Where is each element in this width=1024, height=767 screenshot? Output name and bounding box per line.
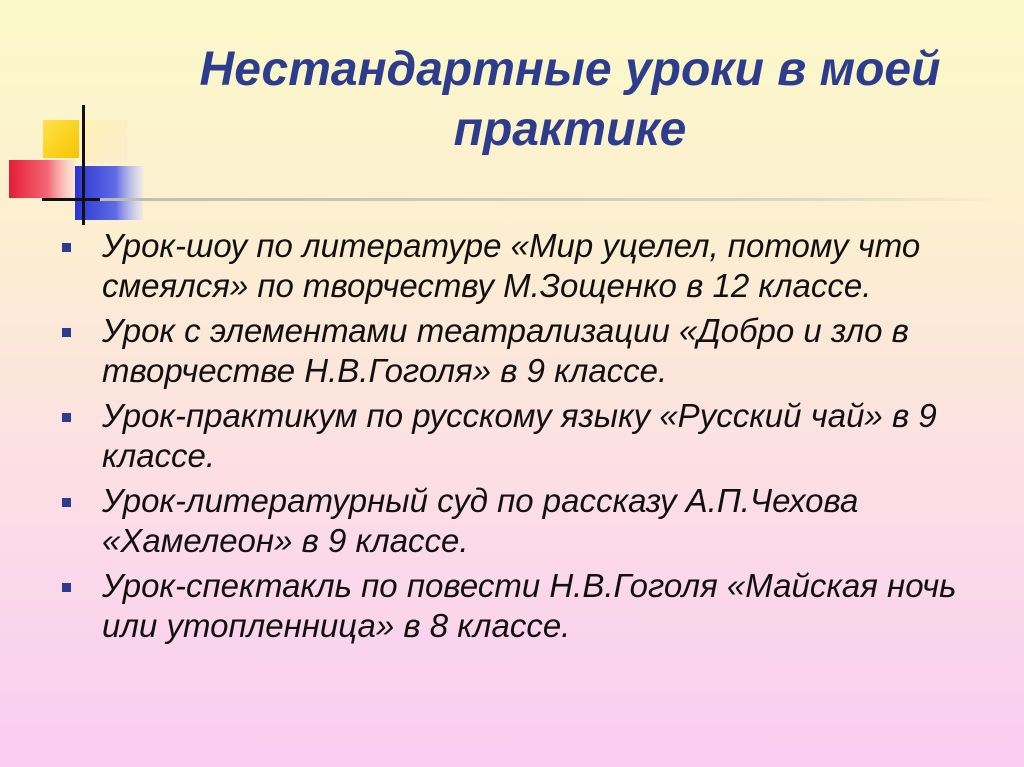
list-item-text: Урок с элементами театрализации «Добро и зло в творчестве Н.В.Гоголя» в 9 классе. [102, 312, 909, 389]
list-item [62, 396, 1012, 476]
square-bullet-icon [62, 413, 71, 422]
square-bullet-icon [62, 243, 71, 252]
list-item [62, 226, 1012, 306]
deco-vertical-line [82, 105, 85, 225]
square-bullet-icon [62, 583, 71, 592]
list-item-text: Урок-шоу по литературе «Мир уцелел, потому что смеялся» по творчеству М.Зощенко в 12 классе. [102, 227, 921, 304]
slide-title: Нестандартные уроки в моей практике [199, 43, 941, 156]
bullet-list [62, 226, 1012, 651]
list-item-text: Урок-практикум по русскому языку «Русский чай» в 9 классе. [102, 397, 937, 474]
list-item-text: Урок-литературный суд по рассказу А.П.Чехова «Хамелеон» в 9 классе. [102, 482, 859, 559]
list-item [62, 481, 1012, 561]
decorative-squares-graphic [0, 0, 160, 240]
list-item-text: Урок-спектакль по повести Н.В.Гоголя «Майская ночь или утопленница» в 8 классе. [102, 567, 957, 644]
red-square [9, 160, 75, 198]
square-bullet-icon [62, 498, 71, 507]
title-underline [100, 198, 1005, 201]
list-item [62, 566, 1012, 646]
faint-square [85, 120, 127, 162]
yellow-square [43, 120, 79, 158]
list-item [62, 311, 1012, 391]
square-bullet-icon [62, 328, 71, 337]
blue-square [75, 166, 143, 220]
